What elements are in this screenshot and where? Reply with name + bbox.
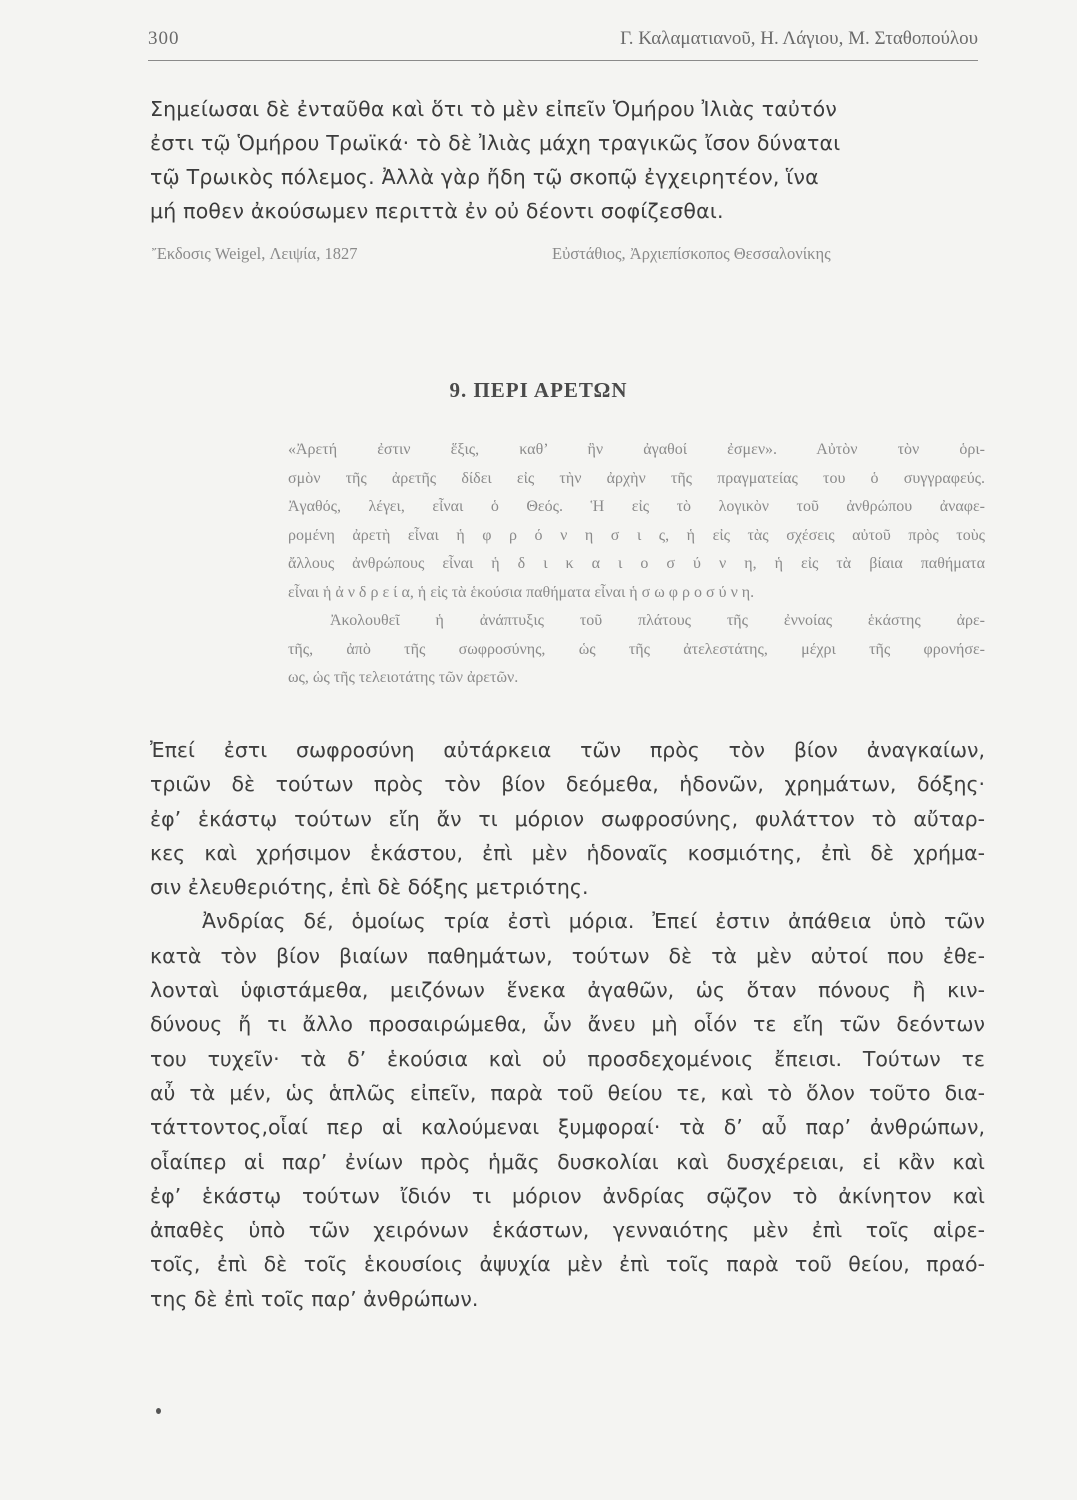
commentary-block <box>288 436 985 693</box>
main-text-line: ἐφ’ ἑκάστῳ τούτων εἴη ἄν τι μόριον σωφροσύνης, φυλάττον τὸ αὔταρ- <box>150 806 985 831</box>
quote-author: Εὐστάθιος, Ἀρχιεπίσκοπος Θεσσαλονίκης <box>552 244 831 263</box>
main-text-line: Ἀνδρίας δέ, ὁμοίως τρία ἐστὶ μόρια. Ἐπεί ἐστιν ἀπάθεια ὑπὸ τῶν <box>202 909 985 934</box>
main-text-line: σιν ἐλευθεριότης, ἐπὶ δὲ δόξης μετριότης. <box>150 875 589 900</box>
commentary-line: σμὸν τῆς ἀρετῆς δίδει εἰς τὴν ἀρχὴν τῆς πραγματείας του ὁ συγγραφεύς. <box>288 469 985 487</box>
header-rule <box>148 60 978 61</box>
main-text-line: οἷαίπερ αἱ παρ’ ἐνίων πρὸς ἡμᾶς δυσκολίαι καὶ δυσχέρειαι, εἰ κἂν καὶ <box>150 1149 985 1174</box>
commentary-line: ρομένη ἀρετὴ εἶναι ἡ φ ρ ό ν η σ ι ς, ἡ εἰς τὰς σχέσεις αὐτοῦ πρὸς τοὺς <box>288 526 985 544</box>
main-text <box>150 733 985 1316</box>
quote-source <box>152 244 982 266</box>
commentary-line: εἶναι ἡ ἀ ν δ ρ ε ί α, ἡ εἰς τὰ ἑκούσια παθήματα εἶναι ἡ σ ω φ ρ ο σ ύ ν η. <box>288 583 755 601</box>
epigraph-quote <box>150 92 985 228</box>
commentary-line: ως, ὡς τῆς τελειοτάτης τῶν ἀρετῶν. <box>288 669 519 686</box>
main-text-line: τάττοντος,οἷαί περ αἱ καλούμεναι ξυμφοραί· τὰ δ’ αὖ παρ’ ἀνθρώπων, <box>150 1115 985 1140</box>
main-text-line: δύνους ἤ τι ἄλλο προσαιρώμεθα, ὧν ἄνευ μὴ οἷόν τε εἴη τῶν δεόντων <box>150 1012 985 1037</box>
main-text-line: Ἐπεί ἐστι σωφροσύνη αὐτάρκεια τῶν πρὸς τὸν βίον ἀναγκαίων, <box>150 738 985 762</box>
main-text-line: ἀπαθὲς ὑπὸ τῶν χειρόνων ἑκάστων, γενναιότης μὲν ἐπὶ τοῖς αἱρε- <box>150 1218 985 1243</box>
main-text-line: του τυχεῖν· τὰ δ’ ἑκούσια καὶ οὐ προσδεχομένοις ἔπεισι. Τούτων τε <box>150 1046 985 1071</box>
main-text-line: τριῶν δὲ τούτων πρὸς τὸν βίον δεόμεθα, ἡδονῶν, χρημάτων, δόξης· <box>150 772 985 797</box>
running-head <box>148 28 978 58</box>
main-text-line: λονταὶ ὑφιστάμεθα, μειζόνων ἕνεκα ἀγαθῶν, ὡς ὅταν πόνους ἢ κιν- <box>150 978 985 1003</box>
main-text-line: της δὲ ἐπὶ τοῖς παρ’ ἀνθρώπων. <box>150 1286 479 1311</box>
commentary-line: Ἀγαθός, λέγει, εἶναι ὁ Θεός. Ἡ εἰς τὸ λογικὸν τοῦ ἀνθρώπου ἀναφε- <box>288 498 985 515</box>
commentary-line: τῆς, ἀπὸ τῆς σωφροσύνης, ὡς τῆς ἀτελεστάτης, μέχρι τῆς φρονήσε- <box>288 640 985 658</box>
commentary-line: ἄλλους ἀνθρώπους εἶναι ἡ δ ι κ α ι ο σ ύ ν η, ἡ εἰς τὰ βίαια παθήματα <box>288 555 985 572</box>
main-text-line: τοῖς, ἐπὶ δὲ τοῖς ἑκουσίοις ἀψυχία μὲν ἐπὶ τοῖς παρὰ τοῦ θείου, πραό- <box>150 1252 985 1277</box>
quote-line: μή ποθεν ἀκούσωμεν περιττὰ ἐν οὐ δέοντι σοφίζεσθαι. <box>150 199 724 223</box>
running-head-authors: Γ. Καλαματιανοῦ, Η. Λάγιου, Μ. Σταθοπούλου <box>620 28 978 49</box>
main-text-line: κατὰ τὸν βίον βιαίων παθημάτων, τούτων δὲ τὰ μὲν αὐτοί που ἐθε- <box>150 943 985 968</box>
quote-line: Σημείωσαι δὲ ἐνταῦθα καὶ ὅτι τὸ μὲν εἰπεῖν Ὁμήρου Ἰλιὰς ταὐτόν <box>150 97 838 121</box>
commentary-line: «Ἀρετή ἐστιν ἕξις, καθ’ ἣν ἀγαθοί ἐσμεν». Αὐτὸν τὸν ὁρι- <box>288 441 985 458</box>
main-text-line: ἐφ’ ἑκάστῳ τούτων ἴδιόν τι μόριον ἀνδρίας σῷζον τὸ ἀκίνητον καὶ <box>150 1183 985 1208</box>
edition-note: Ἔκδοσις Weigel, Λειψία, 1827 <box>152 244 358 263</box>
main-text-line: κες καὶ χρήσιμον ἑκάστου, ἐπὶ μὲν ἡδοναῖς κοσμιότης, ἐπὶ δὲ χρήμα- <box>150 840 985 865</box>
commentary-line: Ἀκολουθεῖ ἡ ἀνάπτυξις τοῦ πλάτους τῆς ἐννοίας ἑκάστης ἀρε- <box>330 612 985 629</box>
section-heading: 9. ΠΕΡΙ ΑΡΕΤΩΝ <box>449 378 628 402</box>
page-number: 300 <box>148 28 180 49</box>
quote-line: τῷ Τρωικὸς πόλεμος. Ἀλλὰ γὰρ ἤδη τῷ σκοπῷ ἐγχειρητέον, ἵνα <box>150 165 819 189</box>
quote-line: ἐστι τῷ Ὁμήρου Τρωϊκά· τὸ δὲ Ἰλιὰς μάχη τραγικῶς ἴσον δύναται <box>150 131 841 155</box>
ink-speck <box>156 1408 161 1414</box>
main-text-line: αὖ τὰ μέν, ὡς ἁπλῶς εἰπεῖν, παρὰ τοῦ θείου τε, καὶ τὸ ὅλον τοῦτο δια- <box>150 1080 985 1105</box>
